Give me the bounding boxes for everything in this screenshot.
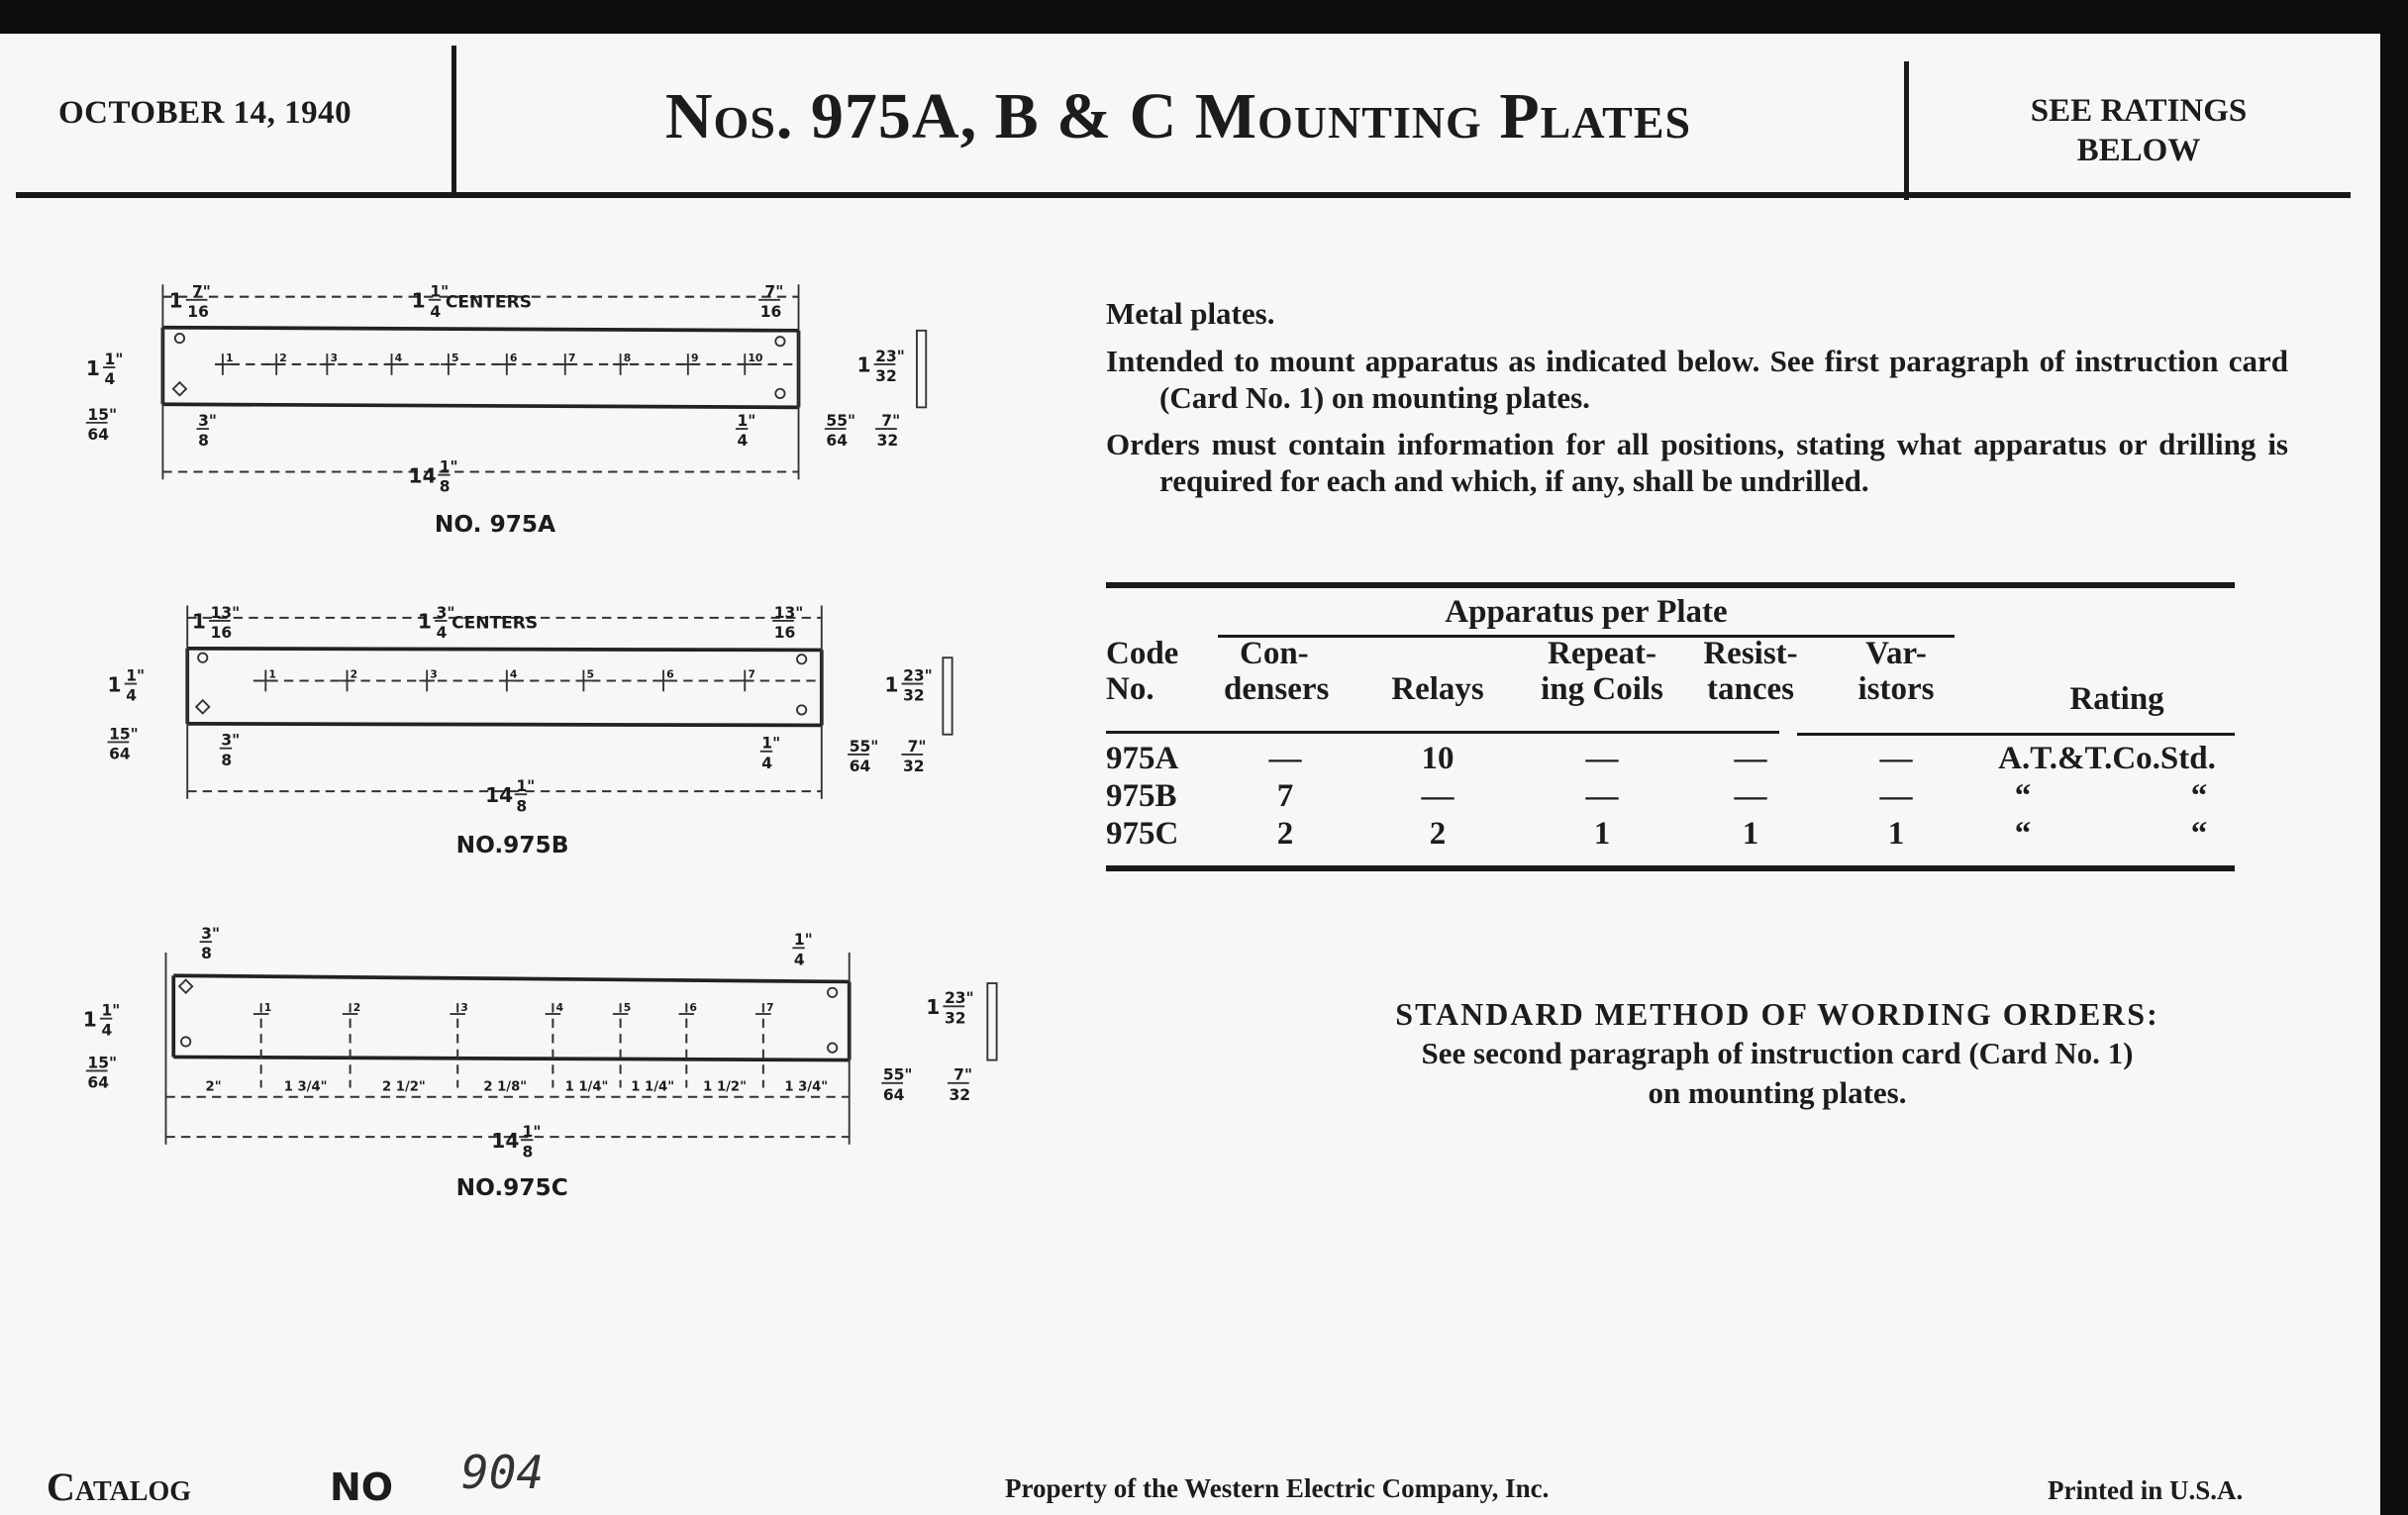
diagram-975b: [108, 604, 953, 858]
dim-side-thick: 7" 32: [949, 1065, 973, 1104]
dim-right-inset: 1" 4: [793, 931, 813, 969]
dim-side-depth: 55" 64: [882, 1065, 913, 1104]
cell-rating-ditto: “: [2190, 778, 2208, 814]
footer-property: Property of the Western Electric Company, Inc.: [1005, 1473, 1550, 1503]
dim-right-edge: 13" 16: [773, 603, 804, 643]
dim-height: 1 1" 4: [82, 1001, 121, 1040]
cell-resistances: 1: [1742, 816, 1759, 852]
position-number: 7: [765, 1000, 774, 1014]
side-view: [943, 657, 952, 735]
position-number: 4: [394, 351, 403, 364]
col-header-code: Code No.: [1106, 636, 1179, 707]
mounting-hole-icon: [173, 382, 186, 395]
dim-hole-inset: 3" 8: [198, 411, 217, 451]
col-header-varistors: Var- istors: [1857, 636, 1935, 707]
drill-position-icon: [215, 352, 233, 375]
dim-right-inset: 1" 4: [761, 734, 781, 772]
col-header-condensers: Con- densers: [1224, 636, 1330, 707]
mounting-hole-icon: [828, 988, 837, 997]
cell-condensers: 2: [1276, 816, 1294, 852]
dim-spacing: 2 1/8": [483, 1079, 528, 1095]
footer-no: NO: [330, 1465, 394, 1509]
catalog-number: 904: [461, 1446, 545, 1499]
group-header: Apparatus per Plate: [1445, 594, 1728, 630]
diagram-label: NO.975B: [455, 832, 569, 859]
dim-offset: 15" 64: [109, 725, 139, 763]
drill-position-icon: [343, 1001, 360, 1088]
mounting-hole-icon: [181, 1037, 190, 1046]
position-number: 10: [748, 351, 763, 364]
description-p2: Intended to mount apparatus as indicated below. See first paragraph of instruction card (Card No. 1) on mounting plates.: [1106, 344, 2288, 415]
mounting-hole-icon: [775, 337, 784, 346]
date: OCTOBER 14, 1940: [58, 95, 352, 131]
dim-side-height: 1 23" 32: [926, 989, 974, 1028]
diagram-975c: [83, 925, 997, 1201]
dim-side-height: 1 23" 32: [884, 666, 933, 705]
cell-condensers: 7: [1276, 778, 1294, 814]
cell-varistors: —: [1879, 778, 1913, 814]
footer-printed: Printed in U.S.A.: [2048, 1475, 2244, 1505]
position-number: 6: [689, 1000, 697, 1014]
dim-spacing: 1 1/4": [631, 1079, 675, 1095]
position-number: 1: [263, 1000, 272, 1014]
dim-length: 14 1" 8: [485, 777, 536, 816]
cell-code: 975C: [1106, 816, 1179, 852]
dim-side-thick: 7" 32: [903, 737, 927, 775]
cell-repeating-coils: 1: [1593, 816, 1611, 852]
page-title: Nos. 975A, B & C Mounting Plates: [664, 80, 1692, 152]
cell-relays: 2: [1429, 816, 1447, 852]
description-p1: Metal plates.: [1106, 296, 1275, 331]
dim-spacing: 1 1/2": [703, 1079, 747, 1095]
mounting-hole-icon: [797, 655, 806, 663]
cell-rating: A.T.&T.Co.Std.: [1998, 741, 2216, 776]
cell-rating-ditto: “: [2014, 778, 2032, 814]
mounting-hole-icon: [775, 389, 784, 398]
drill-position-icon: [340, 667, 357, 691]
position-number: 2: [350, 667, 358, 681]
cell-condensers: —: [1268, 741, 1302, 776]
col-header-rating: Rating: [2069, 681, 2164, 717]
description-p3: Orders must contain information for all positions, stating what apparatus or drilling is required for each and which, if any, shall be undrilled.: [1106, 427, 2288, 498]
dim-side-depth: 55" 64: [826, 411, 856, 451]
mounting-hole-icon: [179, 980, 192, 993]
dim-left-edge: 1 7" 16: [168, 282, 211, 321]
diagram-label: NO.975C: [455, 1174, 568, 1202]
dim-height: 1 1" 4: [85, 350, 124, 389]
dim-offset: 15" 64: [87, 1054, 118, 1092]
standard-method-line: on mounting plates.: [1648, 1075, 1907, 1110]
dim-length: 14 1" 8: [408, 457, 458, 496]
position-number: 6: [509, 351, 518, 364]
cell-repeating-coils: —: [1585, 741, 1619, 776]
drill-position-icon: [268, 352, 286, 375]
position-number: 1: [226, 351, 234, 364]
dim-right-inset: 1" 4: [737, 411, 756, 451]
mounting-hole-icon: [828, 1043, 837, 1052]
mounting-hole-icon: [198, 654, 207, 662]
ratings-line: SEE RATINGS: [2030, 93, 2248, 129]
dim-side-height: 1 23" 32: [856, 347, 905, 385]
diagram-label: NO. 975A: [434, 511, 556, 538]
position-number: 1: [268, 667, 276, 681]
standard-method-line: See second paragraph of instruction card (Card No. 1): [1421, 1036, 2134, 1070]
dim-spacing: 1 3/4": [283, 1079, 328, 1095]
col-header-resistances: Resist- tances: [1703, 636, 1798, 707]
drill-position-icon: [755, 1001, 773, 1088]
drill-position-icon: [419, 667, 437, 691]
drill-position-icon: [737, 667, 754, 691]
position-number: 7: [748, 667, 755, 681]
dim-right-edge: 7" 16: [759, 282, 784, 321]
drill-position-icon: [258, 667, 276, 691]
drill-position-icon: [546, 1001, 564, 1088]
dim-spacing: 2 1/2": [382, 1079, 426, 1095]
dim-side-depth: 55" 64: [849, 737, 879, 775]
mounting-hole-icon: [797, 705, 806, 714]
ratings-line: BELOW: [2076, 133, 2201, 168]
drill-position-icon: [679, 1001, 697, 1088]
side-view: [987, 983, 996, 1060]
cell-rating-ditto: “: [2190, 816, 2208, 852]
cell-code: 975A: [1106, 741, 1179, 776]
dim-left-edge: 1 13" 16: [191, 603, 241, 643]
cell-rating-ditto: “: [2014, 816, 2032, 852]
position-number: 3: [460, 1000, 468, 1014]
cell-repeating-coils: —: [1585, 778, 1619, 814]
dim-side-thick: 7" 32: [876, 411, 901, 451]
mounting-hole-icon: [196, 700, 209, 713]
footer-catalog: Catalog: [47, 1464, 192, 1509]
position-number: 5: [452, 351, 459, 364]
position-number: 6: [666, 667, 674, 681]
dim-spacing: 1 1/4": [564, 1079, 609, 1095]
cell-resistances: —: [1734, 778, 1767, 814]
drill-position-icon: [680, 352, 698, 375]
position-number: 2: [279, 351, 287, 364]
mounting-hole-icon: [175, 334, 184, 343]
dim-hole-inset: 3" 8: [221, 731, 241, 769]
drill-position-icon: [499, 352, 517, 375]
drill-position-icon: [450, 1001, 467, 1088]
position-number: 7: [567, 351, 576, 364]
position-number: 4: [555, 1000, 564, 1014]
spacing-dimensions: [206, 1080, 829, 1095]
drill-position-icon: [613, 352, 631, 375]
col-header-relays: Relays: [1391, 671, 1484, 707]
cell-resistances: —: [1734, 741, 1767, 776]
position-number: 9: [690, 351, 699, 364]
cell-varistors: 1: [1887, 816, 1905, 852]
col-header-repeating-coils: Repeat- ing Coils: [1541, 636, 1663, 707]
position-number: 5: [586, 667, 595, 681]
diagram-975a: [86, 283, 926, 538]
drill-position-icon: [737, 352, 762, 375]
cell-code: 975B: [1106, 778, 1177, 814]
position-number: 3: [330, 351, 339, 364]
drill-position-icon: [441, 352, 458, 375]
dim-height: 1 1" 4: [107, 666, 146, 705]
dim-centers: 1 1" 4 CENTERS: [411, 282, 532, 321]
position-number: 5: [623, 1000, 632, 1014]
dim-hole-inset: 3" 8: [201, 925, 221, 963]
standard-method-heading: STANDARD METHOD OF WORDING ORDERS:: [1395, 996, 2159, 1032]
drill-position-icon: [320, 352, 338, 375]
position-number: 8: [623, 351, 632, 364]
drill-position-icon: [253, 1001, 271, 1088]
drill-position-icon: [655, 667, 673, 691]
drill-position-icon: [576, 667, 594, 691]
position-number: 3: [430, 667, 438, 681]
cell-relays: —: [1421, 778, 1455, 814]
drill-position-icon: [557, 352, 575, 375]
dim-centers: 1 3" 4 CENTERS: [417, 603, 539, 643]
drill-position-icon: [384, 352, 403, 375]
dim-spacing: 1 3/4": [784, 1079, 829, 1095]
dim-length: 14 1" 8: [491, 1123, 542, 1162]
drill-position-icon: [499, 667, 518, 691]
cell-relays: 10: [1421, 741, 1455, 776]
side-view: [917, 331, 926, 408]
position-number: 2: [352, 1000, 361, 1014]
position-number: 4: [509, 667, 518, 681]
cell-varistors: —: [1879, 741, 1913, 776]
dim-offset: 15" 64: [87, 405, 118, 444]
drill-position-icon: [613, 1001, 631, 1088]
dim-spacing: 2": [205, 1079, 222, 1095]
